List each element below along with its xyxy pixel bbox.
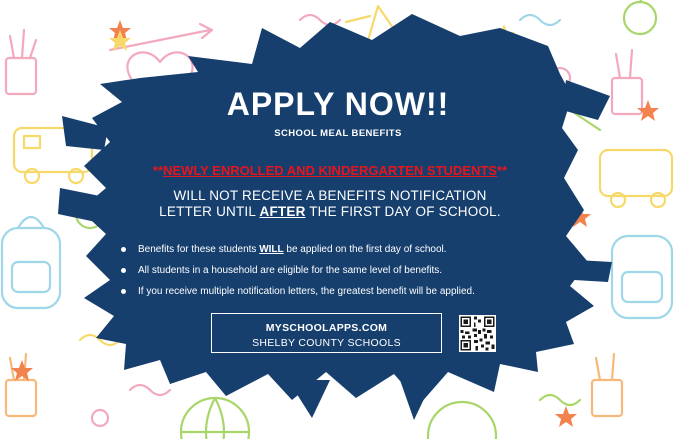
alert-prefix: ** — [152, 163, 164, 178]
bullet-emphasis: WILL — [259, 244, 284, 255]
bullet-item — [118, 264, 475, 285]
bullet-text: If you receive multiple notification letters, the greatest benefit will be applied. — [138, 286, 475, 297]
notice-line-2-start: LETTER UNTIL — [159, 204, 260, 219]
notice-line-2 — [0, 204, 660, 220]
alert-suffix: ** — [496, 163, 508, 178]
subheading: SCHOOL MEAL BENEFITS — [274, 128, 402, 139]
bullet-text-end: be applied on the first day of school. — [283, 244, 447, 255]
headline: APPLY NOW!! — [226, 86, 450, 122]
website-link-box[interactable] — [211, 313, 442, 353]
website-url[interactable]: MYSCHOOLAPPS.COM — [265, 322, 388, 334]
benefit-bullets — [118, 243, 475, 306]
bullet-item — [118, 243, 475, 264]
qr-code-icon[interactable] — [459, 315, 496, 352]
bullet-text: Benefits for these students — [138, 244, 260, 255]
bullet-text: All students in a household are eligible for the same level of benefits. — [138, 265, 443, 276]
alert-text: NEWLY ENROLLED AND KINDERGARTEN STUDENTS — [163, 163, 497, 178]
district-name: SHELBY COUNTY SCHOOLS — [252, 337, 401, 349]
notice-line-2-end: THE FIRST DAY OF SCHOOL. — [305, 204, 501, 219]
notice-text — [0, 188, 660, 220]
bullet-item — [118, 285, 475, 306]
notice-line-1: WILL NOT RECEIVE A BENEFITS NOTIFICATION — [173, 188, 487, 203]
alert-banner — [0, 163, 660, 178]
notice-emphasis: AFTER — [259, 204, 306, 219]
